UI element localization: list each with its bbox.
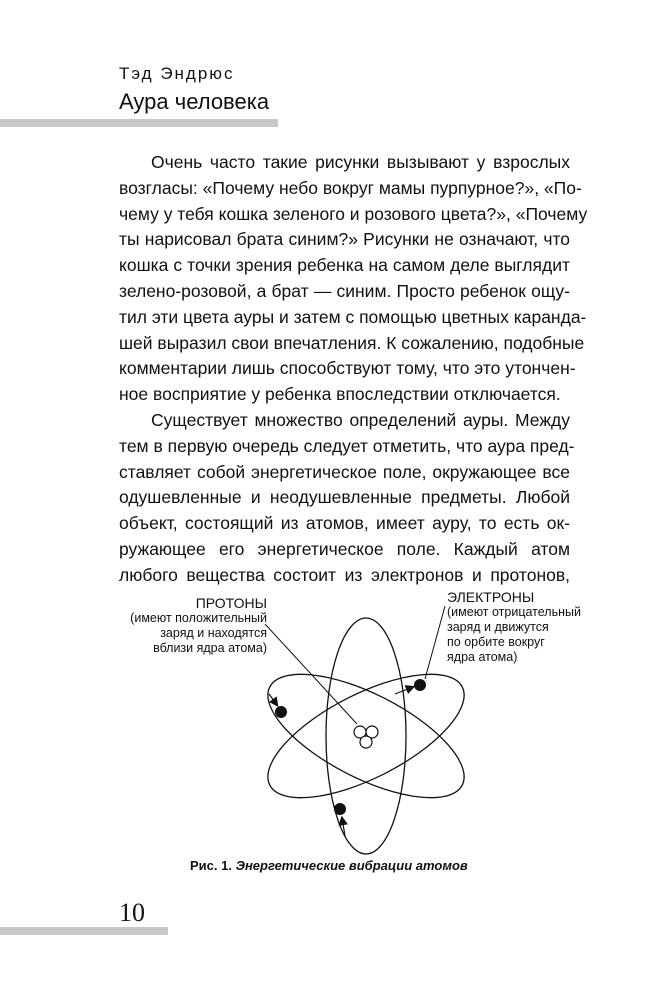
electrons-desc-line: (имеют отрицательный — [447, 605, 581, 619]
footer-rule — [0, 927, 168, 935]
body-text — [119, 150, 588, 589]
protons-label — [95, 596, 267, 656]
caption-text: Энергетические вибрации атомов — [235, 858, 468, 873]
text-line: любого вещества состоит из электронов и протонов, — [119, 564, 570, 585]
running-title: Аура человека — [119, 89, 270, 114]
protons-title: ПРОТОНЫ — [195, 595, 267, 611]
electrons-title: ЭЛЕКТРОНЫ — [447, 589, 535, 605]
text-line: шей выразил свои впечатления. К сожалению, подобные — [119, 332, 585, 353]
page-number: 10 — [119, 898, 145, 927]
electron-dot — [414, 679, 426, 691]
electrons-desc-line: по орбите вокруг — [447, 635, 545, 649]
text-line: ное восприятие у ребенка впоследствии отключается. — [119, 384, 561, 405]
text-line: объект, состоящий из атомов, имеет ауру, то есть ок- — [119, 513, 570, 534]
text-line: ружающее его энергетическое поле. Каждый атом — [119, 538, 570, 559]
electrons-desc-line: ядра атома) — [447, 650, 518, 664]
protons-desc-line: заряд и находятся — [160, 626, 267, 640]
text-line: тил эти цвета ауры и затем с помощью цветных каранда- — [119, 306, 587, 327]
running-author: Тэд Эндрюс — [119, 64, 235, 83]
electrons-pointer — [425, 606, 445, 679]
header-rule — [0, 119, 278, 127]
text-line: ставляет собой энергетическое поле, окружающее все — [119, 461, 570, 482]
nucleus — [354, 726, 378, 748]
text-line: чему у тебя кошка зеленого и розового цвета?», «Почему — [119, 203, 588, 224]
electron-dot — [334, 803, 346, 815]
figure-caption — [190, 858, 468, 873]
atom-figure — [95, 586, 605, 886]
electron-dot — [275, 706, 287, 718]
protons-desc-line: (имеют положительный — [130, 611, 267, 625]
text-line: возгласы: «Почему небо вокруг мамы пурпурное?», «По- — [119, 177, 582, 198]
text-line: Очень часто такие рисунки вызывают у взрослых — [151, 152, 570, 172]
protons-desc-line: вблизи ядра атома) — [153, 641, 267, 655]
electrons-label — [447, 590, 607, 665]
text-line: зелено-розовой, а брат — синим. Просто ребенок ощу- — [119, 280, 570, 301]
text-line: одушевленные и неодушевленные предметы. Любой — [119, 487, 570, 508]
text-line: тем в первую очередь следует отметить, что аура пред- — [119, 435, 575, 456]
orbit-arrow — [269, 694, 277, 705]
text-line: Существует множество определений ауры. Между — [151, 409, 570, 430]
electrons-desc-line: заряд и движутся — [447, 620, 549, 634]
text-line: ты нарисовал брата синим?» Рисунки не означают, что — [119, 229, 570, 250]
text-line: комментарии лишь способствуют тому, что это утончен- — [119, 358, 576, 379]
text-line: кошка с точки зрения ребенка на самом деле выглядит — [119, 255, 570, 276]
caption-prefix: Рис. 1. — [190, 858, 232, 873]
